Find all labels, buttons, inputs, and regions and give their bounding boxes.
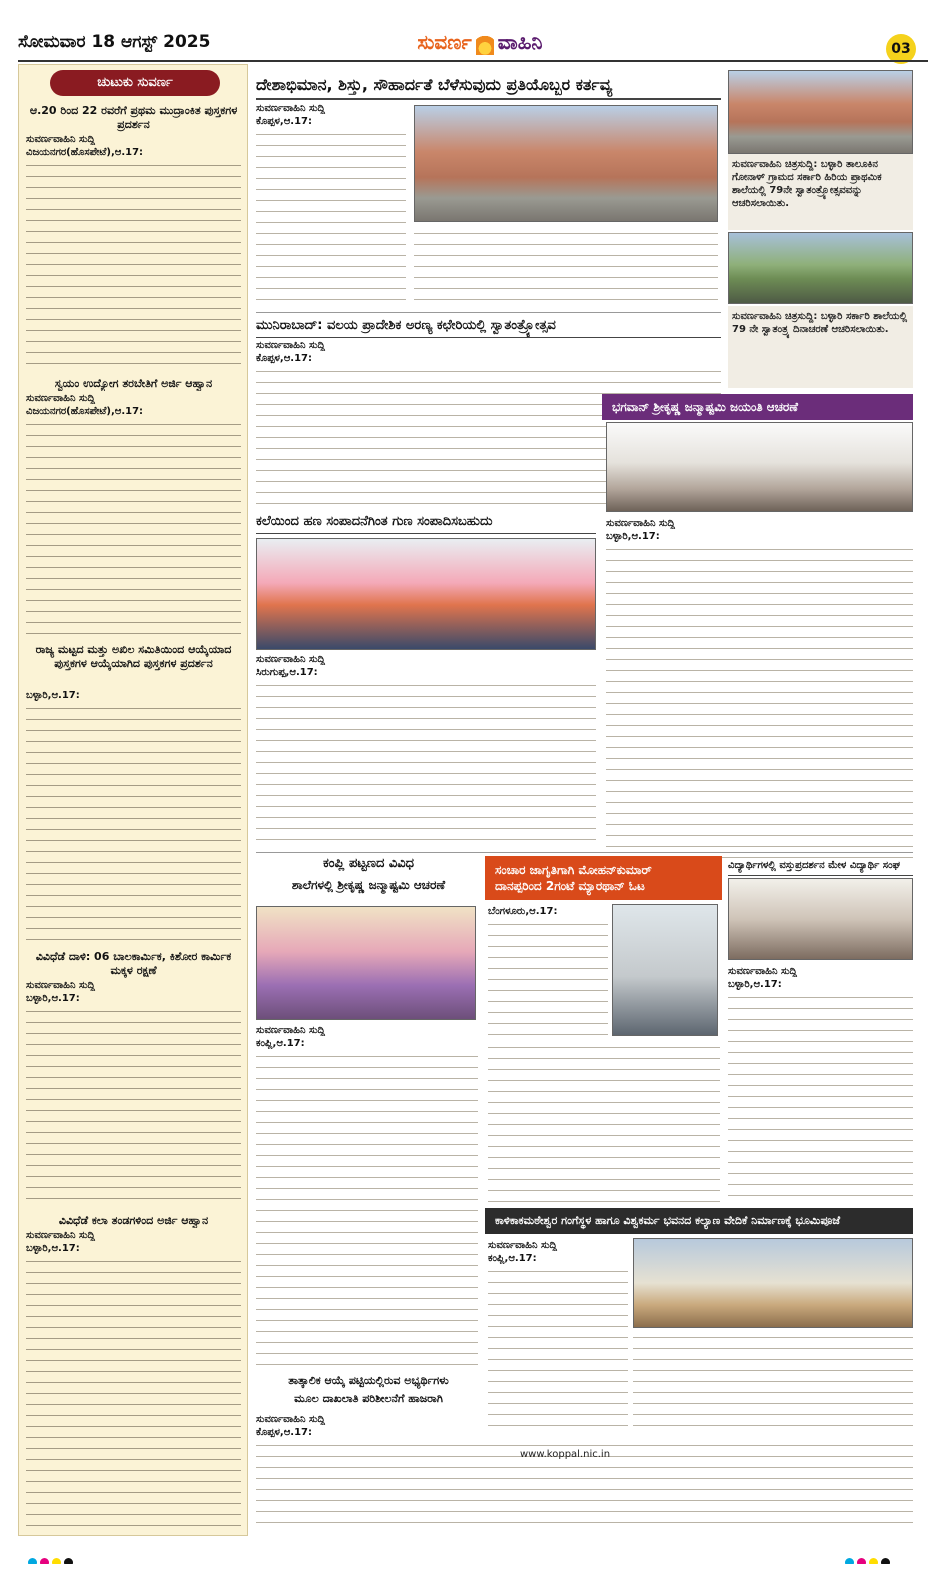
left-story-body [26, 419, 241, 639]
temple-headline[interactable]: ಕಾಳಿಕಾಕಮಠೇಶ್ವರ ಗಂಗೆಸ್ಥಳ ಹಾಗೂ ವಿಶ್ವಕರ್ಮ ಭವನದ ಕಲ್ಯಾಣ ವೇದಿಕೆ ನಿರ್ಮಾಣಕ್ಕೆ ಭೂಮಿಪೂಜೆ [485, 1208, 913, 1234]
left-story-body [26, 703, 241, 943]
students-dateline: ಬಳ್ಳಾರಿ,ಆ.17: [728, 979, 782, 990]
left-story-body [26, 1006, 241, 1206]
flame-icon [476, 33, 494, 55]
temp-headline-line2[interactable]: ಮೂಲ ದಾಖಲಾತಿ ಪರಿಶೀಲನೆಗೆ ಹಾಜರಾಗಿ [294, 1392, 443, 1405]
left-story-dateline: ಬಳ್ಳಾರಿ,ಆ.17: [26, 690, 80, 701]
left-story-headline: ರಾಜ್ಯ ಮಟ್ಟದ ಮತ್ತು ಅಖಿಲ ಸಮಿತಿಯಿಂದ ಆಯ್ಕೆಯಾದ ಪುಸ್ತಕಗಳ ಆಯ್ಕೆಯಾಗಿದ ಪುಸ್ತಕಗಳ ಪ್ರದರ್ಶನ [35, 643, 232, 670]
left-story-byline: ಸುವರ್ಣವಾಹಿನಿ ಸುದ್ದಿ [26, 1230, 95, 1241]
page-number-badge: 03 [886, 34, 916, 64]
temp-headline-line1[interactable]: ತಾತ್ಕಾಲಿಕ ಆಯ್ಕೆ ಪಟ್ಟಿಯಲ್ಲಿರುವ ಅಭ್ಯರ್ಥಿಗಳು [288, 1374, 449, 1387]
website-link[interactable]: www.koppal.nic.in [520, 1449, 611, 1460]
janmashtami-dateline: ಬಳ್ಳಾರಿ,ಆ.17: [606, 531, 660, 542]
right-middle-caption: ಸುವರ್ಣವಾಹಿನಿ ಚಿತ್ರಸುದ್ದಿ: ಬಳ್ಳಾರಿ ಸರ್ಕಾರಿ ಶಾಲೆಯಲ್ಲಿ 79 ನೇ ಸ್ವಾತಂತ್ರ್ಯ ದಿನಾಚರಣೆ ಆಚರಿಸಲಾಯಿತು. [728, 306, 913, 388]
left-story-byline: ಸುವರ್ಣವಾಹಿನಿ ಸುದ್ದಿ [26, 980, 95, 991]
left-story-headline: ಆ.20 ರಿಂದ 22 ರವರೆಗೆ ಪ್ರಥಮ ಮುದ್ರಾಂಕಿತ ಪುಸ್ತಕಗಳ ಪ್ರದರ್ಶನ [29, 104, 238, 131]
temple-photo[interactable] [633, 1238, 913, 1328]
logo-text-left: ಸುವರ್ಣ [417, 30, 472, 54]
cyan-dot [845, 1558, 854, 1564]
left-story-body [26, 160, 241, 370]
art-byline: ಸುವರ್ಣವಾಹಿನಿ ಸುದ್ದಿ [256, 654, 325, 665]
temple-body [488, 1266, 628, 1436]
forest-dateline: ಕೊಪ್ಪಳ,ಆ.17: [256, 353, 313, 364]
temple-byline: ಸುವರ್ಣವಾಹಿನಿ ಸುದ್ದಿ [488, 1240, 557, 1251]
issue-date: ಸೋಮವಾರ 18 ಆಗಸ್ಟ್ 2025 [18, 32, 211, 52]
left-story-dateline: ವಿಜಯನಗರ(ಹೊಸಪೇಟೆ),ಆ.17: [26, 406, 144, 417]
color-registration-marks [28, 1552, 108, 1564]
students-body [728, 992, 913, 1204]
left-story-body [26, 1256, 241, 1526]
students-headline[interactable]: ವಿದ್ಯಾರ್ಥಿಗಳಲ್ಲಿ ವಸ್ತುಪ್ರದರ್ಶನ ಮೇಳ ವಿದ್ಯಾರ್ಥಿ ಸಂಘ [728, 856, 913, 876]
janmashtami-photo[interactable] [606, 422, 913, 512]
left-story-byline: ಸುವರ್ಣವಾಹಿನಿ ಸುದ್ದಿ [26, 393, 95, 404]
masthead-rule [18, 60, 928, 62]
left-story-byline: ಸುವರ್ಣವಾಹಿನಿ ಸುದ್ದಿ [26, 134, 95, 145]
newspaper-logo[interactable] [395, 30, 565, 62]
kampli-headline-line1[interactable]: ಕಂಪ್ಲಿ ಪಟ್ಟಣದ ವಿವಿಧ [322, 856, 415, 871]
left-story-headline: ವಿವಿಧೆಡೆ ಕಲಾ ತಂಡಗಳಿಂದ ಅರ್ಜಿ ಆಹ್ವಾನ [58, 1214, 209, 1227]
kampli-byline: ಸುವರ್ಣವಾಹಿನಿ ಸುದ್ದಿ [256, 1025, 325, 1036]
yellow-dot [52, 1558, 61, 1564]
students-photo[interactable] [728, 878, 913, 960]
kampli-body [256, 1051, 478, 1369]
lead-byline: ಸುವರ್ಣವಾಹಿನಿ ಸುದ್ದಿ [256, 103, 325, 114]
kampli-headline-line2[interactable]: ಶಾಲೆಗಳಲ್ಲಿ ಶ್ರೀಕೃಷ್ಣ ಜನ್ಮಾಷ್ಟಮಿ ಆಚರಣೆ [291, 878, 446, 892]
janmashtami-body [606, 544, 913, 866]
color-registration-marks [845, 1552, 925, 1564]
magenta-dot [857, 1558, 866, 1564]
magenta-dot [40, 1558, 49, 1564]
janmashtami-headline[interactable]: ಭಗವಾನ್ ಶ್ರೀಕೃಷ್ಣ ಜನ್ಮಾಷ್ಟಮಿ ಜಯಂತಿ ಆಚರಣೆ [602, 394, 913, 420]
temple-body-continued [633, 1332, 913, 1436]
cyan-dot [28, 1558, 37, 1564]
yellow-dot [869, 1558, 878, 1564]
left-story-dateline: ಬಳ್ಳಾರಿ,ಆ.17: [26, 993, 80, 1004]
left-story-headline: ಸ್ವಯಂ ಉದ್ಯೋಗ ತರಬೇತಿಗೆ ಅರ್ಜಿ ಆಹ್ವಾನ [54, 377, 213, 390]
lead-body-continued [414, 228, 718, 308]
lead-photo[interactable] [414, 105, 718, 222]
left-story-headline: ವಿವಿಧೆಡೆ ದಾಳಿ: 06 ಬಾಲಕಾರ್ಮಿಕ, ಕಿಶೋರ ಕಾರ್ಮಿಕ ಮಕ್ಕಳ ರಕ್ಷಣೆ [35, 950, 232, 977]
marathon-body [488, 919, 608, 1037]
lead-headline[interactable]: ದೇಶಾಭಿಮಾನ, ಶಿಸ್ತು, ಸೌಹಾರ್ದತೆ ಬೆಳೆಸುವುದು ಪ್ರತಿಯೊಬ್ಬರ ಕರ್ತವ್ಯ [256, 70, 721, 100]
right-top-photo[interactable] [728, 70, 913, 154]
marathon-dateline: ಬೆಂಗಳೂರು,ಆ.17: [488, 906, 558, 917]
marathon-headline-line1: ಸಂಚಾರ ಜಾಗೃತಿಗಾಗಿ ಮೋಹನ್‌ಕುಮಾರ್ [495, 863, 652, 877]
logo-text-right: ವಾಹಿನಿ [497, 30, 543, 54]
black-dot [64, 1558, 73, 1564]
students-byline: ಸುವರ್ಣವಾಹಿನಿ ಸುದ್ದಿ [728, 966, 797, 977]
art-body [256, 680, 596, 846]
temple-dateline: ಕಂಪ್ಲಿ,ಆ.17: [488, 1253, 537, 1264]
left-story-dateline: ಬಳ್ಳಾರಿ,ಆ.17: [26, 1243, 80, 1254]
forest-byline: ಸುವರ್ಣವಾಹಿನಿ ಸುದ್ದಿ [256, 340, 325, 351]
art-headline[interactable]: ಕಲೆಯಿಂದ ಹಣ ಸಂಪಾದನೆಗಿಂತ ಗುಣ ಸಂಪಾದಿಸಬಹುದು [256, 510, 596, 534]
left-story-dateline: ವಿಜಯನಗರ(ಹೊಸಪೇಟೆ),ಆ.17: [26, 147, 144, 158]
marathon-headline[interactable] [485, 856, 722, 900]
art-photo[interactable] [256, 538, 596, 650]
right-middle-photo[interactable] [728, 232, 913, 304]
marathon-photo[interactable] [612, 904, 718, 1036]
kampli-dateline: ಕಂಪ್ಲಿ,ಆ.17: [256, 1038, 305, 1049]
kampli-photo[interactable] [256, 906, 476, 1020]
section-badge: ಚುಟುಕು ಸುವರ್ಣ [50, 70, 220, 96]
right-top-caption: ಸುವರ್ಣವಾಹಿನಿ ಚಿತ್ರಸುದ್ದಿ: ಬಳ್ಳಾರಿ ತಾಲೂಕಿನ ಗೋನಾಳ್ ಗ್ರಾಮದ ಸರ್ಕಾರಿ ಹಿರಿಯ ಪ್ರಾಥಮಿಕ ಶಾಲೆಯಲ್ಲಿ 79ನೇ ಸ್ವಾತಂತ್ರ್ಯೋತ್ಸವವನ್ನು ಆಚರಿಸಲಾಯಿತು. [728, 154, 913, 230]
marathon-headline-line2: ದಾನಪ್ಪರಿಂದ 2ಗಂಟೆ ಮ್ಯಾರಥಾನ್ ಓಟ [495, 879, 645, 893]
section-divider [256, 312, 721, 313]
temp-byline: ಸುವರ್ಣವಾಹಿನಿ ಸುದ್ದಿ [256, 1414, 325, 1425]
forest-headline[interactable]: ಮುನಿರಾಬಾದ್: ವಲಯ ಪ್ರಾದೇಶಿಕ ಅರಣ್ಯ ಕಛೇರಿಯಲ್ಲಿ ಸ್ವಾತಂತ್ರ್ಯೋತ್ಸವ [256, 314, 721, 338]
marathon-body-continued [488, 1042, 720, 1202]
section-divider [256, 852, 913, 853]
temp-dateline: ಕೊಪ್ಪಳ,ಆ.17: [256, 1427, 313, 1438]
art-dateline: ಸಿರುಗುಪ್ಪ,ಆ.17: [256, 667, 318, 678]
lead-dateline: ಕೊಪ್ಪಳ,ಆ.17: [256, 116, 313, 127]
lead-body [256, 129, 406, 309]
black-dot [881, 1558, 890, 1564]
janmashtami-byline: ಸುವರ್ಣವಾಹಿನಿ ಸುದ್ದಿ [606, 518, 675, 529]
